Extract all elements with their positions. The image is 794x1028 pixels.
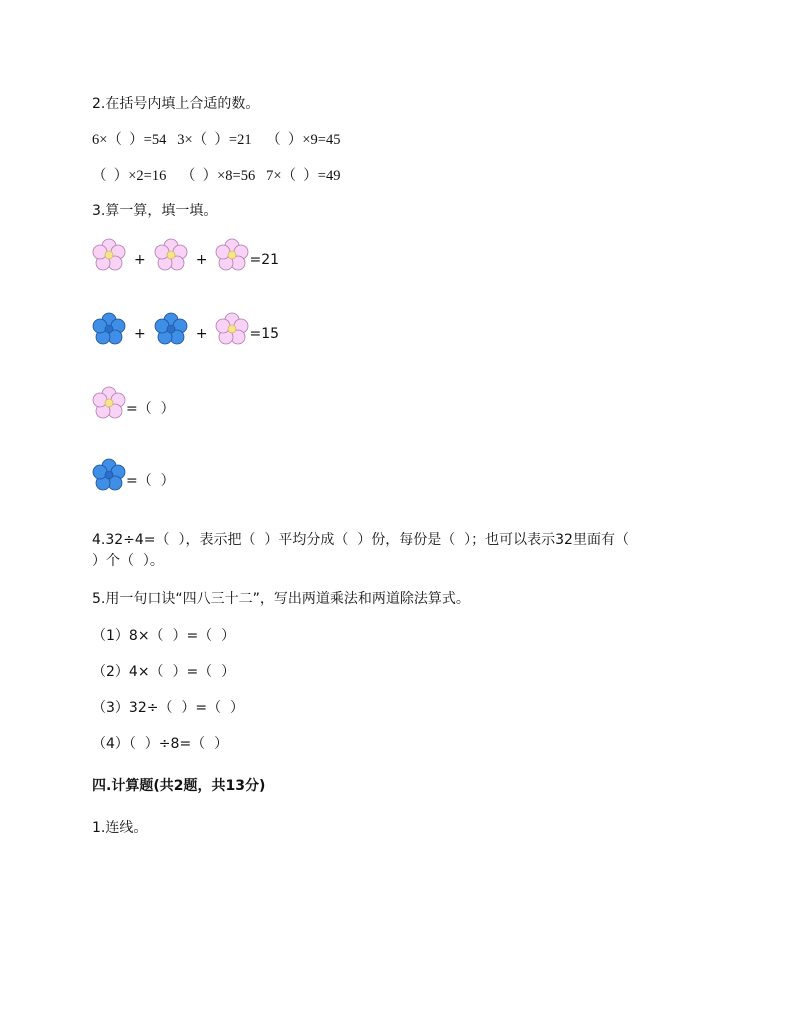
q5-item-3: （3）32÷（ ）=（ ） xyxy=(92,700,244,716)
q5-title: 5.用一句口诀“四八三十二”，写出两道乘法和两道除法算式。 xyxy=(92,591,470,607)
equation-result: =（ ） xyxy=(126,401,175,417)
q2-row1: 6×（ ）=54 3×（ ）=21 （ ）×9=45 xyxy=(92,132,341,148)
q5-item-1: （1）8×（ ）=（ ） xyxy=(92,628,236,644)
q3-equation-1 xyxy=(92,238,279,272)
q5-item-4: （4）（ ）÷8=（ ） xyxy=(92,736,229,752)
plus-sign: + xyxy=(134,326,146,342)
q5-item-2: （2）4×（ ）=（ ） xyxy=(92,664,236,680)
blue-flower-icon xyxy=(92,458,126,492)
section-heading: 四.计算题(共2题，共13分) xyxy=(92,778,266,794)
equation-result: =21 xyxy=(249,252,280,268)
q4-line-2: ）个（ ）。 xyxy=(92,553,164,569)
equation-result: =（ ） xyxy=(126,473,175,489)
pink-flower-icon xyxy=(92,386,126,420)
q2-title: 2.在括号内填上合适的数。 xyxy=(92,96,260,112)
blue-flower-icon xyxy=(92,312,126,346)
q3-equation-3 xyxy=(92,386,175,420)
pink-flower-icon xyxy=(215,238,249,272)
plus-sign: + xyxy=(195,252,208,268)
equation-result: =15 xyxy=(249,326,280,342)
pink-flower-icon xyxy=(92,238,126,272)
blue-flower-icon xyxy=(154,312,188,346)
q4-line-1: 4.32÷4=（ ），表示把（ ）平均分成（ ）份，每份是（ ）；也可以表示32里面有（ xyxy=(92,532,629,548)
q3-title: 3.算一算，填一填。 xyxy=(92,203,218,219)
q2-row2: （ ）×2=16 （ ）×8=56 7×（ ）=49 xyxy=(92,168,341,184)
q3-equation-2 xyxy=(92,312,279,346)
q3-equation-4 xyxy=(92,458,175,492)
pink-flower-icon xyxy=(215,312,249,346)
plus-sign: + xyxy=(195,326,208,342)
q1-title: 1.连线。 xyxy=(92,820,148,836)
pink-flower-icon xyxy=(154,238,188,272)
plus-sign: + xyxy=(134,252,146,268)
